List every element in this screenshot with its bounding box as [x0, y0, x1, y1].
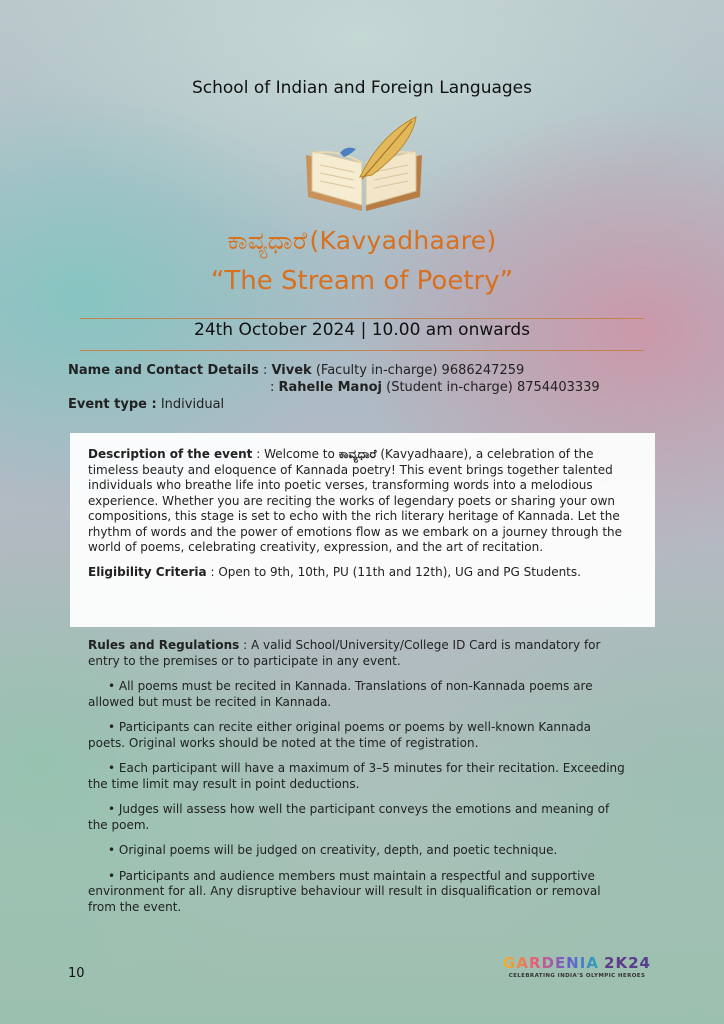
event-type-label: Event type :	[68, 397, 157, 412]
description-intro: Welcome to	[264, 447, 335, 461]
rules-intro: A valid School/University/College ID Card is mandatory for entry to the premises or to participate in any event.	[88, 638, 601, 668]
school-title: School of Indian and Foreign Languages	[191, 78, 532, 98]
description-label: Description of the event	[88, 447, 253, 461]
faculty-name: Vivek	[271, 363, 312, 378]
rule-item: • Participants and audience members must maintain a respectful and supportive environment for all. Any disruptive behaviour will result in disqualification or removal from the event.	[88, 868, 601, 914]
logo-word: GARDENIA	[503, 954, 599, 972]
logo-tagline: CELEBRATING INDIA'S OLYMPIC HEROES	[508, 973, 646, 979]
divider-top	[80, 318, 644, 319]
eligibility-text: Open to 9th, 10th, PU (11th and 12th), UG and PG Students.	[218, 564, 581, 579]
description-kannada-name: ಕಾವ್ಯಧಾರೆ	[338, 447, 377, 461]
event-title-latin: (Kavyadhaare)	[309, 226, 497, 255]
rules-intro-paragraph: Rules and Regulations : A valid School/University/College ID Card is mandatory for entry to the premises or to participate in any event.	[88, 638, 601, 668]
gardenia-logo	[492, 953, 662, 987]
rule-item: • Each participant will have a maximum of 3–5 minutes for their recitation. Exceeding the time limit may result in point deductions.	[88, 761, 625, 791]
rule-item: • All poems must be recited in Kannada. Translations of non-Kannada poems are allowed but must be recited in Kannada.	[88, 679, 593, 709]
page-number: 10	[68, 966, 85, 981]
student-detail: (Student in-charge) 8754403339	[386, 380, 600, 395]
contact-student-row: : Rahelle Manoj (Student in-charge) 8754403339	[270, 380, 600, 395]
description-paragraph: Description of the event : Welcome to ಕಾವ್ಯಧಾರೆ (Kavyadhaare), a celebration of the timeless beauty and eloquence of Kannada poetry! This event brings together talented individuals who breathe life into poetic verses, transforming words into a melodious experience. Whether you are reciting the works of legendary poets or sharing your own compositions, this stage is set to echo with the rich literary heritage of Kannada. Let the rhythm of words and the power of emotions flow as we embark on a journey through the world of poems, celebrating creativity, expression, and the art of recitation.	[88, 447, 623, 554]
student-name: Rahelle Manoj	[278, 380, 382, 395]
event-type-value: Individual	[160, 397, 225, 412]
event-title-kannada: ಕಾವ್ಯಧಾರೆ	[227, 226, 308, 255]
logo-year: 2K24	[604, 954, 651, 972]
rule-item: • Judges will assess how well the participant conveys the emotions and meaning of the poem.	[88, 802, 610, 832]
contact-details	[68, 362, 600, 413]
contact-label: Name and Contact Details	[68, 363, 259, 378]
open-book-quill-icon	[300, 115, 430, 215]
rule-item: • Participants can recite either original poems or poems by well-known Kannada poets. Original works should be noted at the time of registration.	[88, 720, 591, 750]
rules-label: Rules and Regulations	[88, 638, 240, 652]
contact-faculty-row: Name and Contact Details : Vivek (Faculty in-charge) 9686247259	[68, 363, 525, 378]
event-type-row	[68, 396, 600, 413]
event-title	[0, 226, 724, 256]
event-tagline: “The Stream of Poetry”	[210, 266, 514, 296]
divider-bottom	[80, 350, 644, 351]
event-date-time: 24th October 2024 | 10.00 am onwards	[194, 320, 530, 340]
faculty-detail: (Faculty in-charge) 9686247259	[315, 363, 525, 378]
rules-section	[88, 638, 628, 925]
eligibility-label: Eligibility Criteria	[88, 564, 207, 579]
rule-item: • Original poems will be judged on creativity, depth, and poetic technique.	[108, 843, 558, 857]
description-body: (Kavyadhaare), a celebration of the timeless beauty and eloquence of Kannada poetry! This event brings together talented individuals who breathe life into poetic verses, transforming words into a melodious experience. Whether you are reciting the works of legendary poets or sharing your own compositions, this stage is set to echo with the rich literary heritage of Kannada. Let the rhythm of words and the power of emotions flow as we embark on a journey through the world of poems, celebrating creativity, expression, and the art of recitation.	[88, 447, 623, 554]
eligibility-paragraph: Eligibility Criteria : Open to 9th, 10th, PU (11th and 12th), UG and PG Students.	[88, 564, 581, 579]
description-panel	[70, 433, 655, 627]
